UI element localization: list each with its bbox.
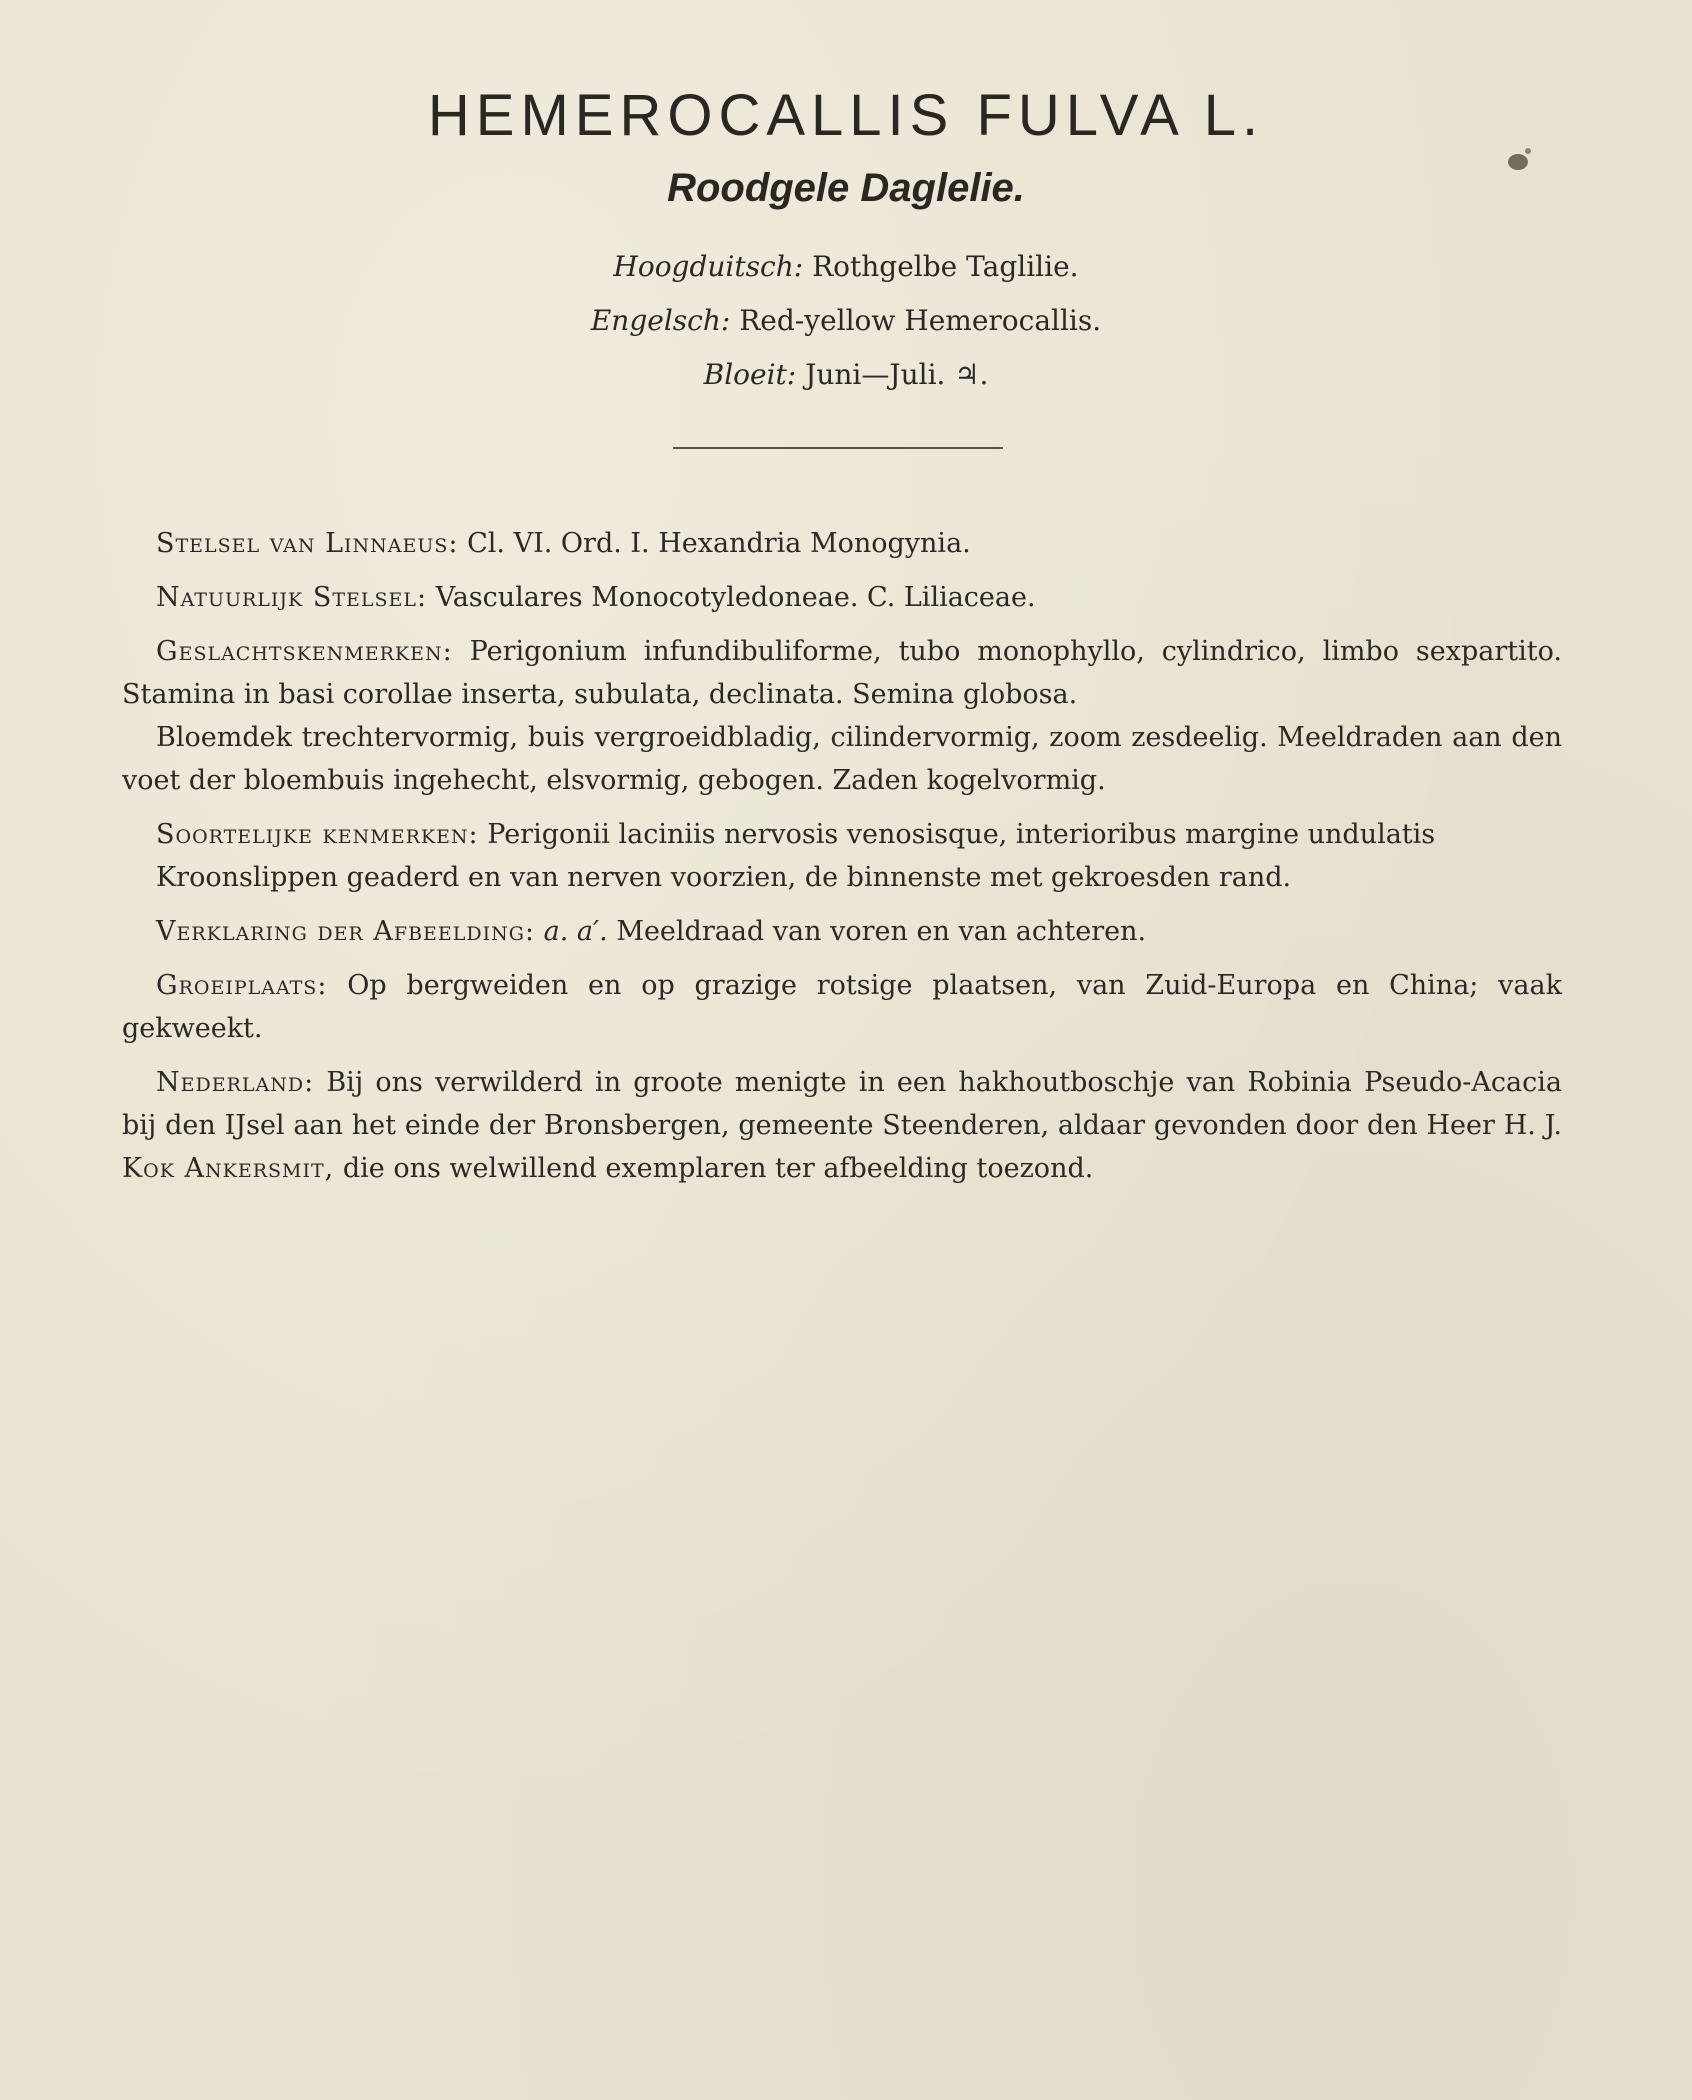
section-text: Perigonii laciniis nervosis venosisque, interioribus margine undulatis xyxy=(487,819,1436,850)
section-text-end: die ons welwillend exemplaren ter afbeelding toezond. xyxy=(342,1153,1094,1184)
section-label: Soortelijke kenmerken: xyxy=(156,819,479,850)
flowering-line xyxy=(0,348,1692,402)
flowering-label: Bloeit: xyxy=(703,358,797,391)
section-label: Stelsel van Linnaeus: xyxy=(156,528,459,559)
section-text: Cl. VI. Ord. I. Hexandria Monogynia. xyxy=(467,528,971,559)
section-text: Perigonium infundibuliforme, tubo monophyllo, cylindrico, limbo sexpartito. Stamina in basi corollae inserta, subulata, declinata. Semina globosa. xyxy=(122,636,1562,710)
english-value: Red-yellow Hemerocallis. xyxy=(739,304,1102,337)
german-name-line xyxy=(0,240,1692,294)
genus-characters-paragraph xyxy=(122,630,1562,716)
english-label: Engelsch: xyxy=(590,304,731,337)
species-characters-dutch: Kroonslippen geaderd en van nerven voorzien, de binnenste met gekroesden rand. xyxy=(156,862,1292,893)
german-value: Rothgelbe Taglilie. xyxy=(812,250,1079,283)
natural-system-paragraph xyxy=(122,576,1562,619)
section-text: Bij ons verwilderd in groote menigte in een hakhoutboschje van Robinia Pseudo-Acacia bij den IJsel aan het einde der Bronsbergen, gemeente Steenderen, aldaar gevonden door den Heer H. J. xyxy=(122,1067,1562,1141)
section-label: Verklaring der Afbeelding: xyxy=(156,916,536,947)
section-label: Nederland: xyxy=(156,1067,315,1098)
page-title: HEMEROCALLIS FULVA L. xyxy=(427,83,1265,148)
section-text: Meeldraad van voren en van achteren. xyxy=(616,916,1147,947)
german-label: Hoogduitsch: xyxy=(613,250,804,283)
species-characters-paragraph xyxy=(122,813,1562,856)
section-label: Groeiplaats: xyxy=(156,970,328,1001)
english-name-line xyxy=(0,294,1692,348)
genus-characters-dutch: Bloemdek trechtervormig, buis vergroeidbladig, cilindervormig, zoom zesdeelig. Meeldraden aan den voet der bloembuis ingehecht, elsvormig, gebogen. Zaden kogelvormig. xyxy=(122,722,1562,796)
dutch-name: Roodgele Daglelie. xyxy=(667,166,1025,210)
figure-reference: a. a′. xyxy=(543,916,608,947)
description-body xyxy=(122,522,1562,1201)
section-text: Op bergweiden en op grazige rotsige plaatsen, van Zuid-Europa en China; vaak gekweekt. xyxy=(122,970,1562,1044)
common-names xyxy=(0,240,1692,402)
person-name: Kok Ankersmit, xyxy=(122,1153,335,1184)
divider xyxy=(673,447,1003,449)
habitat-paragraph xyxy=(122,964,1562,1050)
linnaeus-paragraph xyxy=(122,522,1562,565)
figure-explanation-paragraph xyxy=(122,910,1562,953)
section-text: Vasculares Monocotyledoneae. C. Liliaceae. xyxy=(435,582,1036,613)
section-label: Geslachtskenmerken: xyxy=(156,636,453,667)
flowering-value: Juni—Juli. ♃. xyxy=(805,358,989,391)
netherlands-paragraph xyxy=(122,1061,1562,1190)
section-label: Natuurlijk Stelsel: xyxy=(156,582,428,613)
